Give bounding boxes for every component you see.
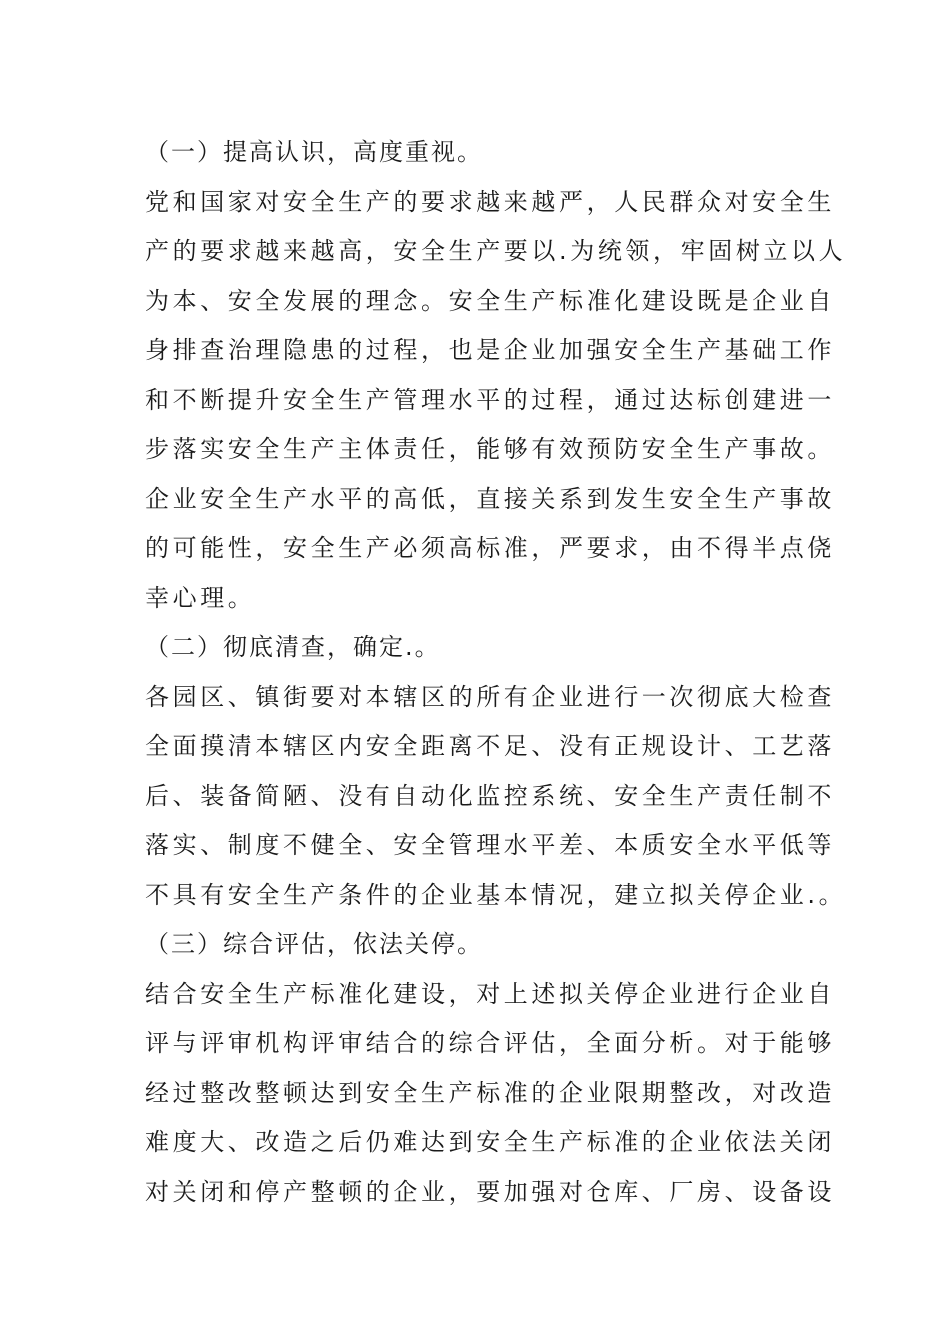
paragraph-line: 后、装备简陋、没有自动化监控系统、安全生产责任制不 [145,781,835,810]
section-heading-3: （三）综合评估，依法关停。 [145,930,483,958]
paragraph-line: 为本、安全发展的理念。安全生产标准化建设既是企业自 [145,286,835,315]
section-heading-2: （二）彻底清查，确定.。 [145,633,441,661]
paragraph-line: 和不断提升安全生产管理水平的过程，通过达标创建进一 [145,385,835,414]
paragraph-line: 幸心理。 [145,583,256,612]
paragraph-line: 企业安全生产水平的高低，直接关系到发生安全生产事故 [145,484,835,513]
paragraph-line: 的可能性，安全生产必须高标准，严要求，由不得半点侥 [145,534,835,562]
paragraph-line: 身排查治理隐患的过程，也是企业加强安全生产基础工作 [145,336,835,364]
paragraph-line: 落实、制度不健全、安全管理水平差、本质安全水平低等 [145,831,835,859]
paragraph-line: 经过整改整顿达到安全生产标准的企业限期整改，对改造 [145,1078,835,1107]
paragraph-line: 党和国家对安全生产的要求越来越严，人民群众对安全生 [145,187,835,216]
paragraph-line: 步落实安全生产主体责任，能够有效预防安全生产事故。 [145,435,835,463]
paragraph-line: 对关闭和停产整顿的企业，要加强对仓库、厂房、设备设 [145,1177,835,1206]
paragraph-line: 各园区、镇街要对本辖区的所有企业进行一次彻底大检查 [145,682,835,711]
paragraph-line: 产的要求越来越高，安全生产要以.为统领，牢固树立以人 [145,237,847,265]
document-body [145,128,847,1217]
paragraph-line: 评与评审机构评审结合的综合评估，全面分析。对于能够 [145,1029,835,1057]
paragraph-line: 全面摸清本辖区内安全距离不足、没有正规设计、工艺落 [145,732,835,760]
paragraph-line: 结合安全生产标准化建设，对上述拟关停企业进行企业自 [145,979,835,1008]
section-heading-1: （一）提高认识，高度重视。 [145,138,483,166]
paragraph-line: 不具有安全生产条件的企业基本情况，建立拟关停企业.。 [145,880,847,909]
paragraph-line: 难度大、改造之后仍难达到安全生产标准的企业依法关闭 [145,1128,835,1156]
